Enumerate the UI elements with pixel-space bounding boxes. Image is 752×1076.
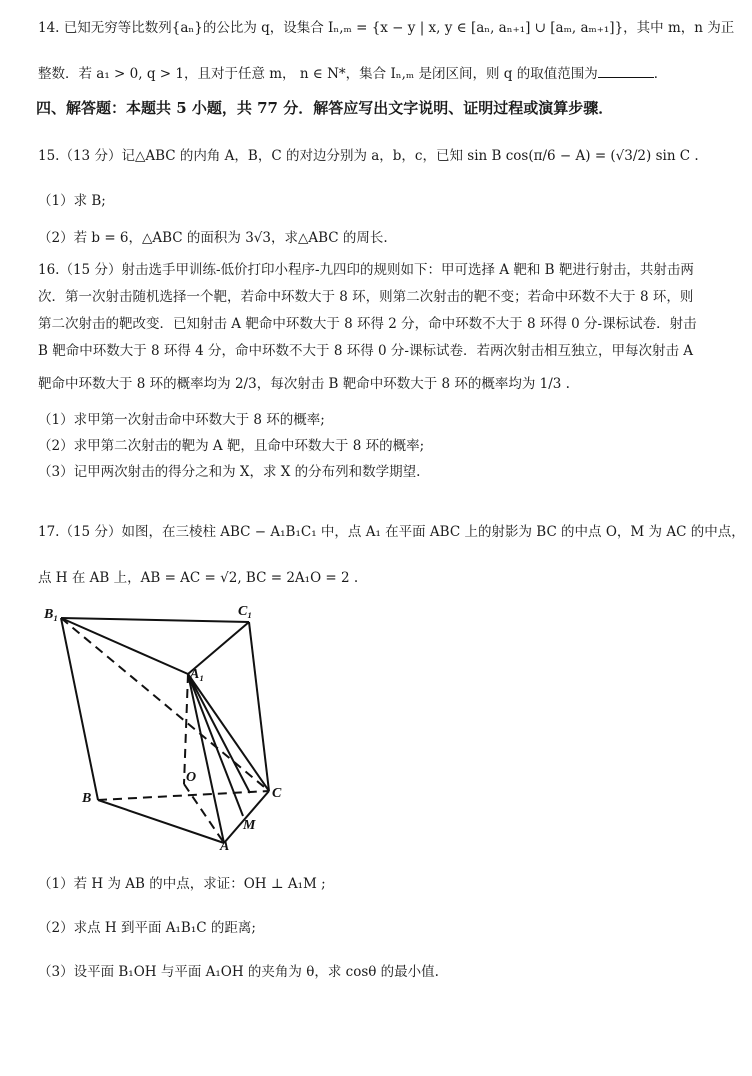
q16-line5: 靶命中环数大于 8 环的概率均为 2/3，每次射击 B 靶命中环数大于 8 环的概率均为 1/3 . — [38, 376, 570, 392]
label-M: M — [243, 818, 256, 833]
label-A: A — [220, 839, 230, 854]
q17-part2: （2）求点 H 到平面 A₁B₁C 的距离; — [38, 920, 256, 936]
q15-part2: （2）若 b = 6，△ABC 的面积为 3√3，求△ABC 的周长. — [38, 230, 388, 246]
prism-figure — [40, 598, 310, 858]
q17-part1: （1）若 H 为 AB 的中点，求证：OH ⊥ A₁M ; — [38, 876, 326, 892]
q16-part3: （3）记甲两次射击的得分之和为 X，求 X 的分布列和数学期望. — [38, 464, 421, 480]
q14-line2-text: 整数．若 a₁ > 0, q > 1，且对于任意 m， n ∈ N*，集合 Iₙ,ₘ 是闭区间，则 q 的取值范围为 — [38, 66, 598, 82]
edge-B-A — [98, 800, 224, 843]
edge-A1-mid — [188, 674, 250, 793]
edge-B1-A1 — [61, 618, 188, 674]
label-O: O — [186, 770, 197, 785]
label-B1: B₁ — [44, 607, 59, 622]
q16-line4: B 靶命中环数大于 8 环得 4 分，命中环数不大于 8 环得 0 分-课标试卷．若两次射击相互独立，甲每次射击 A — [38, 343, 693, 359]
edge-B1-B — [61, 618, 98, 800]
q16-part2: （2）求甲第二次射击的靶为 A 靶，且命中环数大于 8 环的概率; — [38, 438, 425, 454]
label-B: B — [82, 791, 92, 806]
q17-line2: 点 H 在 AB 上，AB = AC = √2, BC = 2A₁O = 2 . — [38, 570, 359, 586]
q14-line2-end: ． — [653, 66, 668, 82]
edge-A-C — [224, 791, 269, 843]
q16-line1: 16.（15 分）射击选手甲训练-低价打印小程序-九四印的规则如下：甲可选择 A 靶和 B 靶进行射击，共射击两 — [38, 262, 694, 278]
q17-line1: 17.（15 分）如图，在三棱柱 ABC − A₁B₁C₁ 中，点 A₁ 在平面 ABC 上的射影为 BC 的中点 O，M 为 AC 的中点， — [38, 524, 745, 540]
q17-part3: （3）设平面 B₁OH 与平面 A₁OH 的夹角为 θ，求 cosθ 的最小值. — [38, 964, 439, 980]
edge-B1-C-hidden — [61, 618, 269, 791]
label-C: C — [272, 786, 282, 801]
q14-line1: 14. 已知无穷等比数列{aₙ}的公比为 q，设集合 Iₙ,ₘ = {x − y | x, y ∈ [aₙ, aₙ₊₁] ∪ [aₘ, aₘ₊₁]}，其中 m，n 为正 — [38, 20, 735, 36]
q15-part1: （1）求 B; — [38, 193, 106, 209]
q16-part1: （1）求甲第一次射击命中环数大于 8 环的概率; — [38, 412, 325, 428]
q15-stem: 15.（13 分）记△ABC 的内角 A，B，C 的对边分别为 a，b，c，已知 sin B cos(π/6 − A) = (√3/2) sin C . — [38, 148, 699, 164]
section4-heading: 四、解答题：本题共 5 小题，共 77 分．解答应写出文字说明、证明过程或演算步骤． — [36, 99, 614, 117]
label-C1: C₁ — [238, 604, 253, 619]
edge-A1-O-hidden — [184, 674, 188, 784]
edge-B1-C1 — [61, 618, 249, 622]
q14-line2 — [38, 63, 667, 84]
label-A1: A₁ — [190, 667, 205, 682]
q16-line3: 第二次射击的靶改变．已知射击 A 靶命中环数大于 8 环得 2 分，命中环数不大于 8 环得 0 分-课标试卷．射击 — [38, 316, 697, 332]
answer-blank — [598, 63, 654, 78]
q16-line2: 次．第一次射击随机选择一个靶，若命中环数大于 8 环，则第二次射击的靶不变；若命中环数不大于 8 环，则 — [38, 289, 694, 305]
edge-B-C-hidden — [98, 791, 269, 800]
